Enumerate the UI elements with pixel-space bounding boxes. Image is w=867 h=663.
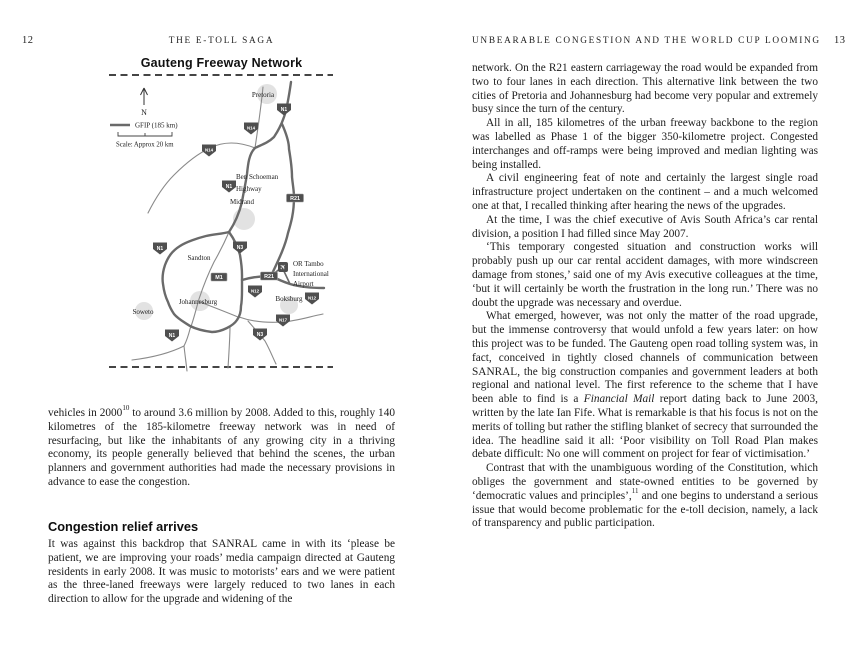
right-running-head: UNBEARABLE CONGESTION AND THE WORLD CUP LOOMING (472, 36, 821, 46)
route-plate-m1 (211, 273, 227, 281)
svg-text:N14: N14 (204, 147, 213, 153)
map-figure (48, 56, 395, 383)
route-plate-r21 (260, 272, 277, 280)
svg-text:Ben Schoeman: Ben Schoeman (235, 173, 278, 181)
route-plate-r21 (286, 194, 303, 202)
route-shield-n1 (153, 243, 167, 255)
map-title: Gauteng Freeway Network (140, 56, 303, 70)
svg-text:M1: M1 (214, 275, 223, 281)
route-shield-n14 (244, 123, 258, 135)
right-page-number: 13 (834, 35, 846, 46)
body-paragraph: It was against this backdrop that SANRAL came in with its ‘please be patient, we are improving your roads’ media campaign directed at Gauteng residents in early 2008. It was music to motorists’ ears and we were patient as the three-laned freeways were largely reduced to two lanes in each direction to allow for the upgrade and widening of the (48, 538, 395, 606)
section-paragraphs (48, 538, 395, 607)
city-markers (135, 84, 298, 320)
route-shield-n1 (277, 104, 291, 116)
svg-text:N1: N1 (225, 183, 232, 190)
svg-text:Soweto: Soweto (132, 308, 153, 316)
airport-icon (277, 261, 288, 272)
svg-text:Scale: Approx 20 km: Scale: Approx 20 km (115, 141, 174, 149)
svg-text:N: N (140, 108, 147, 117)
route-shield-n1 (165, 330, 179, 342)
left-page-body-top (48, 404, 395, 490)
route-shield-n12 (305, 293, 319, 305)
route-shield-n17 (276, 315, 290, 327)
right-page-body (472, 62, 818, 531)
svg-text:Sandton: Sandton (187, 254, 210, 262)
svg-text:Midrand: Midrand (229, 198, 254, 206)
left-running-head: THE E-TOLL SAGA (168, 36, 275, 46)
svg-text:N1: N1 (280, 106, 287, 113)
body-paragraph: A civil engineering feat of note and certainly the largest single road infrastructure project undertaken on the continent – and a much welcomed one at that, I recalled thinking after hearing the news of the upgrades. (472, 172, 818, 212)
svg-text:Johannesburg: Johannesburg (178, 298, 217, 306)
body-paragraph: What emerged, however, was not only the matter of the road upgrade, but the immense controversy that would unfold a few years later: on how this project was to be funded. The Gauteng open road tolling system was, in fact, conceived in tightly closed channels of communication between SANRAL, the big construction companies and government leaders at both regional and national level. The first reference to the scheme that I have been able to find is a Financial Mail report dating back to June 2003, written by the late Ian Fife. What is remarkable is that his focus is not on the merits of tolling but rather the stifling blanket of secrecy that surrounded the idea. The headline said it all: ‘Poor visibility on Toll Road Plan makes debate difficult: No one will comment on project for fear of victimisation.’ (472, 310, 818, 461)
route-shield-n14 (202, 145, 216, 157)
left-page-body-bottom (48, 519, 395, 607)
route-shield-n1 (222, 181, 236, 193)
svg-text:✈: ✈ (277, 261, 288, 273)
body-paragraph: Contrast that with the unambiguous wording of the Constitution, which obliges the government and state-owned entities to be governed by ‘democratic values and principles’,$^{11}$ and one begins to understand a serious issue that would become problematic for the e-toll decision, namely, a lack of transparency and public participation. (472, 462, 818, 530)
svg-text:R21: R21 (289, 196, 300, 202)
svg-text:N12: N12 (307, 295, 316, 301)
svg-text:N14: N14 (246, 125, 255, 131)
svg-text:N1: N1 (156, 245, 163, 252)
svg-text:Highway: Highway (235, 185, 262, 193)
body-paragraph: At the time, I was the chief executive of Avis South Africa’s car rental division, a position I had filled since May 2007. (472, 213, 818, 240)
body-paragraph: All in all, 185 kilometres of the urban freeway backbone to the region was labelled as Phase 1 of the bigger 350-kilometre project. Congested interchanges and off-ramps were being improved and median lighting was being installed. (472, 117, 818, 171)
svg-text:N1: N1 (168, 332, 175, 339)
body-paragraph: network. On the R21 eastern carriageway the road would be expanded from two to four lanes in each direction. This alternative link between the two cities of Pretoria and Johannesburg had become very popular and extremely busy since the turn of the century. (472, 62, 818, 116)
left-page-number: 12 (22, 35, 34, 46)
route-shield-n3 (253, 329, 267, 341)
svg-text:International: International (292, 270, 329, 278)
svg-text:N3: N3 (236, 244, 243, 251)
body-paragraph: ‘This temporary congested situation and construction works will probably push up our car rental accident damages, with more windscreen damage from stones,’ said one of my Avis executive colleagues at the time, ‘but it will certainly be worth the frustration in the long run.’ There was no doubt the upgrade was necessary and overdue. (472, 241, 818, 309)
svg-text:N12: N12 (250, 288, 259, 294)
route-shield-n3 (233, 242, 247, 254)
body-paragraph: vehicles in 2000$^{10}$ to around 3.6 million by 2008. Added to this, roughly 140 kilometres of the 185-kilometre freeway network was in need of resurfacing, but like the inhabitants of any growing city in a thriving economy, its people generally believed that behind the scenes, the urban planners and government authorities had made the necessary provisions in advance to ease the congestion. (48, 404, 395, 488)
svg-text:R21: R21 (263, 274, 274, 280)
north-arrow-icon (140, 88, 147, 117)
svg-text:GFIP (185 km): GFIP (185 km) (134, 121, 178, 130)
route-shield-n12 (248, 286, 262, 298)
map-legend (110, 122, 178, 149)
section-heading: Congestion relief arrives (48, 519, 199, 534)
svg-text:N17: N17 (278, 317, 287, 323)
gauteng-freeway-map (102, 71, 342, 383)
svg-text:Pretoria: Pretoria (251, 91, 274, 99)
svg-text:Airport: Airport (292, 280, 314, 288)
svg-text:OR Tambo: OR Tambo (292, 260, 324, 268)
svg-text:Boksburg: Boksburg (274, 295, 303, 303)
svg-text:N3: N3 (256, 331, 263, 338)
